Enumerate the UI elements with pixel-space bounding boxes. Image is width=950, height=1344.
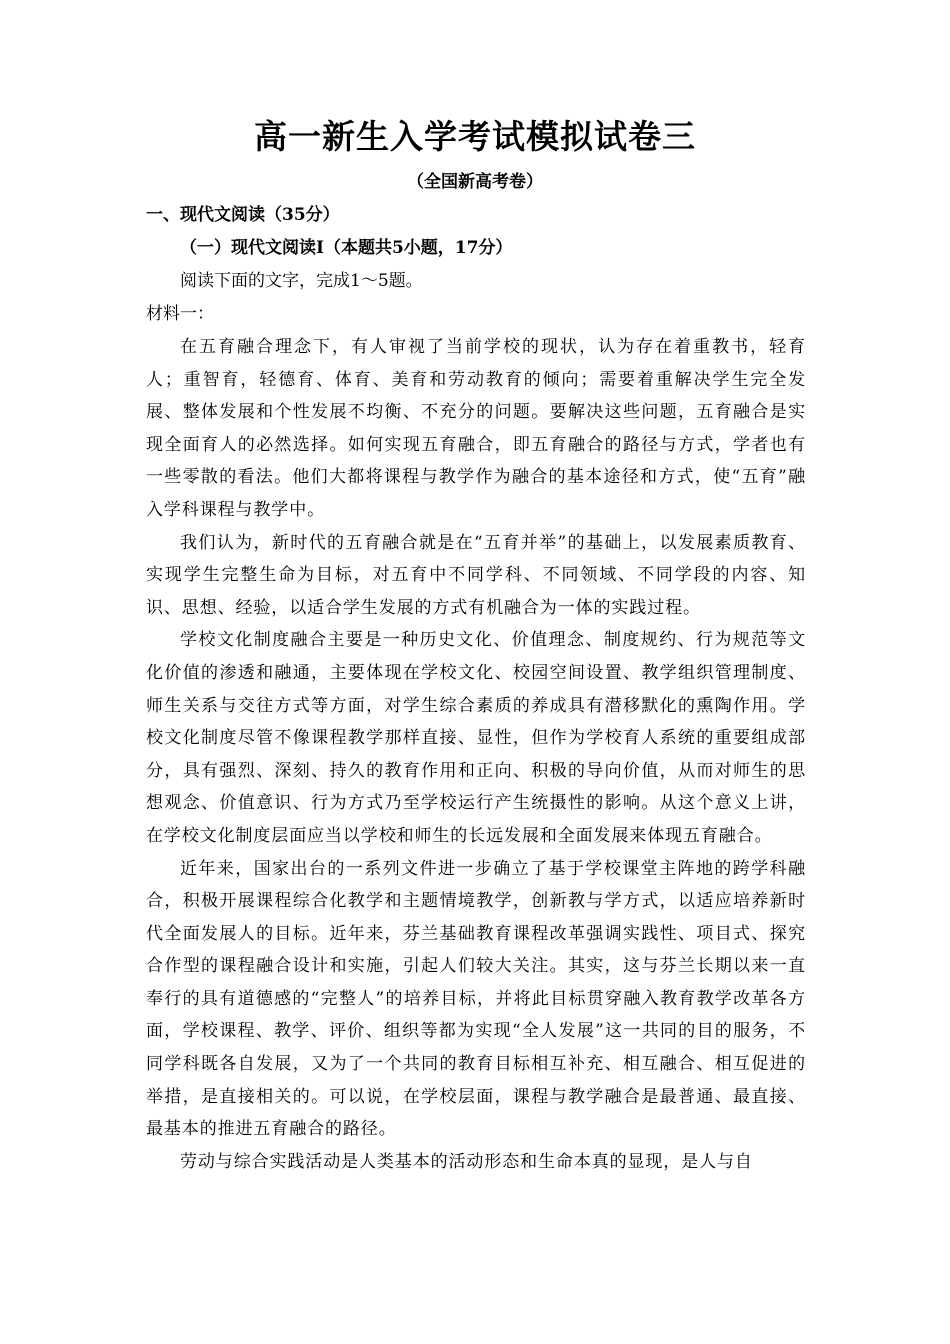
material-label: 材料一： [146,304,214,324]
paragraph: 劳动与综合实践活动是人类基本的活动形态和生命本真的显现，是人与自 [180,1151,753,1172]
page-title: 高一新生入学考试模拟试卷三 [254,117,696,156]
paragraph: 在五育融合理念下，有人审视了当前学校的现状，认为存在着重教书，轻育人；重智育，轻德育、体育、美育和劳动教育的倾向；需要着重解决学生完全发展、整体发展和个性发展不均衡、不充分的问题。要解决这些问题，五育融合是实现全面育人的必然选择。如何实现五育融合，即五育融合的路径与方式，学者也有一些零散的看法。他们大都将课程与教学作为融合的基本途径和方式，使“五育”融入学科课程与教学中。 [146,337,806,520]
section-heading: 一、现代文阅读（35分） [146,205,340,225]
exam-body [146,199,806,1178]
page-subtitle: （全国新高考卷） [407,172,543,192]
paragraph: 近年来，国家出台的一系列文件进一步确立了基于学校课堂主阵地的跨学科融合，积极开展课程综合化教学和主题情境教学，创新教与学方式，以适应培养新时代全面发展人的目标。近年来，芬兰基础教育课程改革强调实践性、项目式、探究合作型的课程融合设计和实施，引起人们较大关注。其实，这与芬兰长期以来一直奉行的具有道德感的“完整人”的培养目标，并将此目标贯穿融入教育教学改革各方面，学校课程、教学、评价、组织等都为实现“全人发展”这一共同的目的服务，不同学科既各自发展，又为了一个共同的教育目标相互补充、相互融合、相互促进的举措，是直接相关的。可以说，在学校层面，课程与教学融合是最普通、最直接、最基本的推进五育融合的路径。 [146,858,806,1140]
reading-instruction: 阅读下面的文字，完成1～5题。 [180,271,423,291]
paragraph: 学校文化制度融合主要是一种历史文化、价值理念、制度规约、行为规范等文化价值的渗透和融通，主要体现在学校文化、校园空间设置、教学组织管理制度、师生关系与交往方式等方面，对学生综合素质的养成具有潜移默化的熏陶作用。学校文化制度尽管不像课程教学那样直接、显性，但作为学校育人系统的重要组成部分，具有强烈、深刻、持久的教育作用和正向、积极的导向价值，从而对师生的思想观念、价值意识、行为方式乃至学校运行产生统摄性的影响。从这个意义上讲，在学校文化制度层面应当以学校和师生的长远发展和全面发展来体现五育融合。 [146,630,806,846]
subsection-heading: （一）现代文阅读Ⅰ（本题共5小题，17分） [180,238,513,258]
paragraph: 我们认为，新时代的五育融合就是在“五育并举”的基础上，以发展素质教育、实现学生完整生命为目标，对五育中不同学科、不同领域、不同学段的内容、知识、思想、经验，以适合学生发展的方式有机融合为一体的实践过程。 [146,532,806,618]
